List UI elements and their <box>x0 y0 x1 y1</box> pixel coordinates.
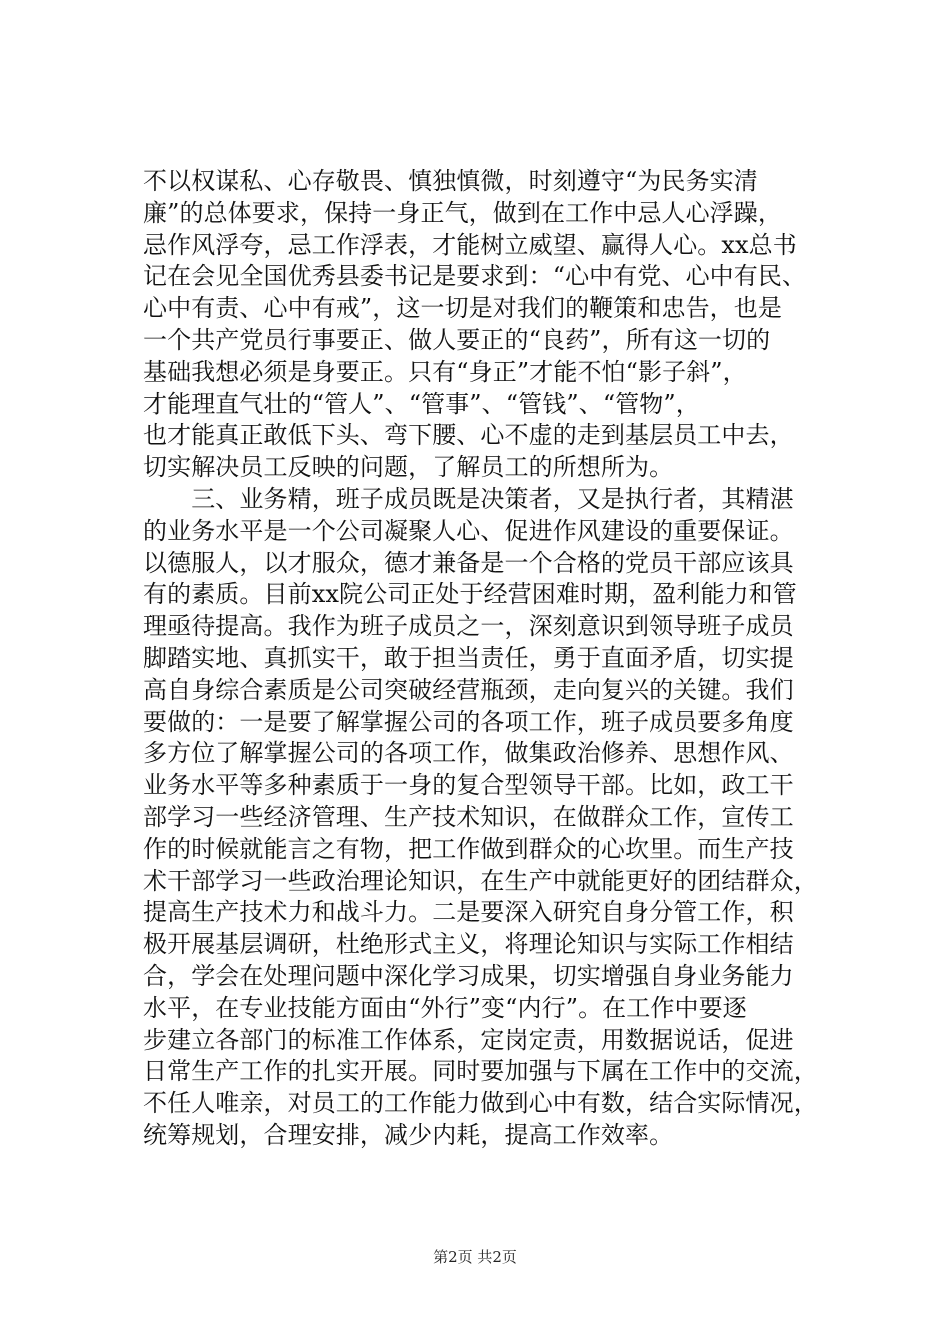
text-line: 切实解决员工反映的问题，了解员工的所想所为。 <box>143 453 674 482</box>
text-line: 的业务水平是一个公司凝聚人心、促进作风建设的重要保证。 <box>143 516 794 545</box>
page-total: 共2页 <box>477 1248 517 1266</box>
text-line: 忌作风浮夸，忌工作浮表，才能树立威望、赢得人心。xx总书 <box>143 230 797 259</box>
text-line: 步建立各部门的标准工作体系，定岗定责，用数据说话，促进 <box>143 1025 794 1054</box>
text-line: 脚踏实地、真抓实干，敢于担当责任，勇于直面矛盾，切实提 <box>143 643 794 672</box>
text-line: 部学习一些经济管理、生产技术知识，在做群众工作，宣传工 <box>143 802 794 831</box>
text-line: 有的素质。目前xx院公司正处于经营困难时期，盈利能力和管 <box>143 580 797 609</box>
text-line: 高自身综合素质是公司突破经营瓶颈，走向复兴的关键。我们 <box>143 675 794 704</box>
page-footer <box>0 1247 950 1267</box>
text-line: 也才能真正敢低下头、弯下腰、心不虚的走到基层员工中去， <box>143 421 794 450</box>
text-line: 多方位了解掌握公司的各项工作，做集政治修养、思想作风、 <box>143 739 794 768</box>
body-text <box>143 166 855 1152</box>
text-line: 要做的：一是要了解掌握公司的各项工作，班子成员要多角度 <box>143 707 794 736</box>
page-number: 第2页 <box>433 1248 473 1266</box>
text-line: 记在会见全国优秀县委书记是要求到：“心中有党、心中有民、 <box>143 262 807 291</box>
text-line: 才能理直气壮的“管人”、“管事”、“管钱”、“管物”， <box>143 389 700 418</box>
text-line: 水平，在专业技能方面由“外行”变“内行”。在工作中要逐 <box>143 993 747 1022</box>
text-line: 心中有责、心中有戒”，这一切是对我们的鞭策和忠告，也是 <box>143 294 782 323</box>
text-line: 提高生产技术力和战斗力。二是要深入研究自身分管工作，积 <box>143 898 794 927</box>
text-line: 基础我想必须是身要正。只有“身正”才能不怕“影子斜”， <box>143 357 747 386</box>
text-line: 极开展基层调研，杜绝形式主义，将理论知识与实际工作相结 <box>143 930 794 959</box>
text-line: 三、业务精，班子成员既是决策者，又是执行者，其精湛 <box>143 484 794 513</box>
text-line: 不任人唯亲，对员工的工作能力做到心中有数，结合实际情况， <box>143 1089 818 1118</box>
text-line: 作的时候就能言之有物，把工作做到群众的心坎里。而生产技 <box>143 834 794 863</box>
text-line: 不以权谋私、心存敬畏、慎独慎微，时刻遵守“为民务实清 <box>143 167 758 195</box>
text-line: 日常生产工作的扎实开展。同时要加强与下属在工作中的交流， <box>143 1057 818 1086</box>
text-line: 合，学会在处理问题中深化学习成果，切实增强自身业务能力 <box>143 961 794 990</box>
text-line: 业务水平等多种素质于一身的复合型领导干部。比如，政工干 <box>143 771 794 800</box>
text-line: 廉”的总体要求，保持一身正气，做到在工作中忌人心浮躁， <box>143 198 782 227</box>
text-line: 统筹规划，合理安排，减少内耗，提高工作效率。 <box>143 1120 674 1149</box>
text-line: 以德服人，以才服众，德才兼备是一个合格的党员干部应该具 <box>143 548 794 577</box>
text-line: 一个共产党员行事要正、做人要正的“良药”，所有这一切的 <box>143 325 771 354</box>
text-line: 术干部学习一些政治理论知识，在生产中就能更好的团结群众， <box>143 866 818 895</box>
text-line: 理亟待提高。我作为班子成员之一，深刻意识到领导班子成员 <box>143 612 794 641</box>
